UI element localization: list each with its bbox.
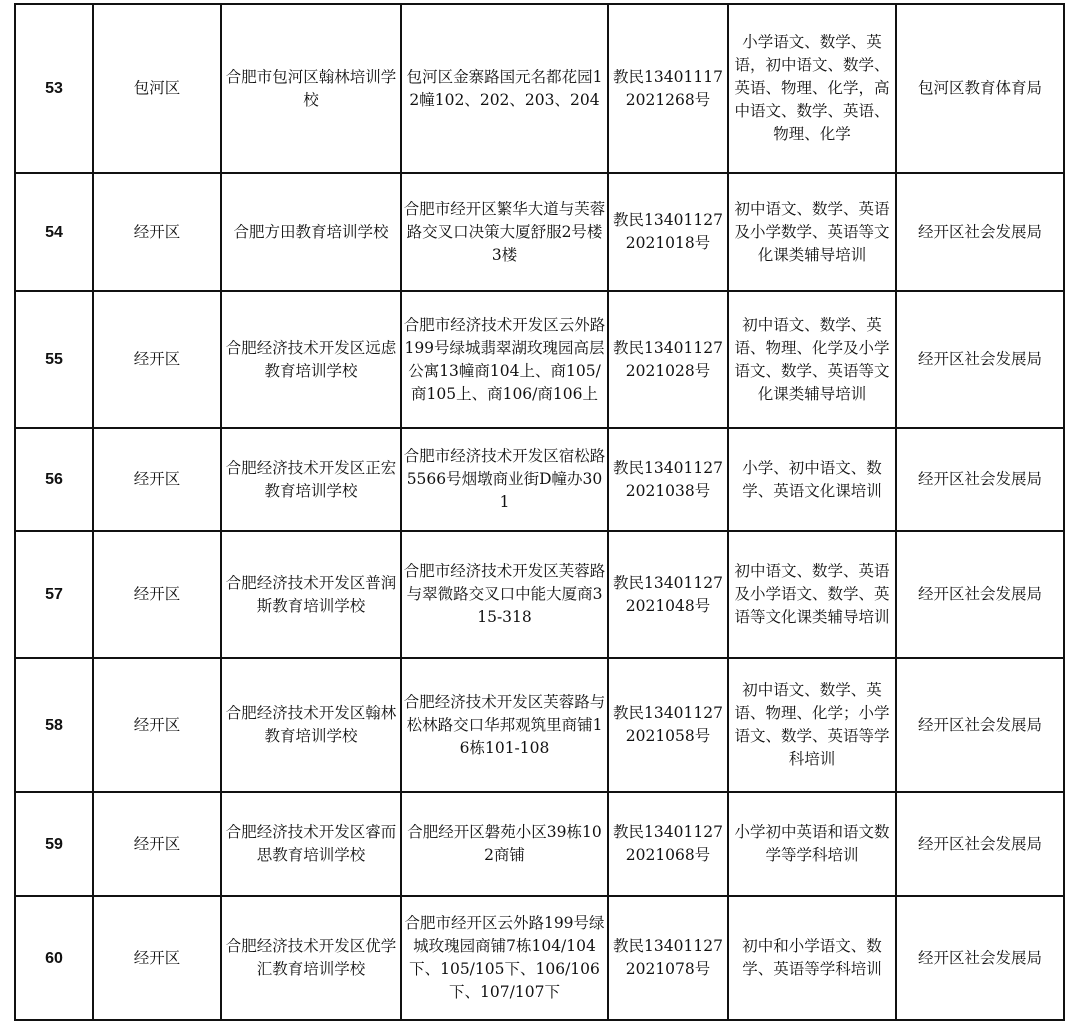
- district-cell: 经开区: [93, 291, 221, 428]
- school-name-cell: 合肥经济技术开发区睿而思教育培训学校: [221, 792, 401, 896]
- row-number: 60: [15, 896, 93, 1020]
- address-cell: 合肥市经开区云外路199号绿城玫瑰园商铺7栋104/104下、105/105下、106/106下、107/107下: [401, 896, 608, 1020]
- school-name-cell: 合肥经济技术开发区翰林教育培训学校: [221, 658, 401, 792]
- license-cell: 教民134011272021058号: [608, 658, 728, 792]
- district-cell: 经开区: [93, 428, 221, 531]
- authority-cell: 包河区教育体育局: [896, 4, 1064, 173]
- license-cell: 教民134011272021028号: [608, 291, 728, 428]
- row-number: 57: [15, 531, 93, 658]
- table-row: [15, 896, 1064, 1020]
- school-name-cell: 合肥经济技术开发区优学汇教育培训学校: [221, 896, 401, 1020]
- district-cell: 经开区: [93, 896, 221, 1020]
- row-number: 58: [15, 658, 93, 792]
- address-cell: 包河区金寨路国元名都花园12幢102、202、203、204: [401, 4, 608, 173]
- authority-cell: 经开区社会发展局: [896, 291, 1064, 428]
- district-cell: 经开区: [93, 531, 221, 658]
- authority-cell: 经开区社会发展局: [896, 792, 1064, 896]
- address-cell: 合肥经开区磐苑小区39栋102商铺: [401, 792, 608, 896]
- license-cell: 教民134011272021048号: [608, 531, 728, 658]
- row-number: 55: [15, 291, 93, 428]
- table-row: [15, 428, 1064, 531]
- license-cell: 教民134011272021068号: [608, 792, 728, 896]
- table-row: [15, 531, 1064, 658]
- address-cell: 合肥市经济技术开发区云外路199号绿城翡翠湖玫瑰园高层公寓13幢商104上、商105/商105上、商106/商106上: [401, 291, 608, 428]
- school-name-cell: 合肥市包河区翰林培训学校: [221, 4, 401, 173]
- subjects-cell: 初中和小学语文、数学、英语等学科培训: [728, 896, 896, 1020]
- address-cell: 合肥市经开区繁华大道与芙蓉路交叉口决策大厦舒服2号楼3楼: [401, 173, 608, 291]
- subjects-cell: 小学、初中语文、数学、英语文化课培训: [728, 428, 896, 531]
- school-name-cell: 合肥经济技术开发区普润斯教育培训学校: [221, 531, 401, 658]
- school-name-cell: 合肥方田教育培训学校: [221, 173, 401, 291]
- authority-cell: 经开区社会发展局: [896, 173, 1064, 291]
- row-number: 56: [15, 428, 93, 531]
- address-cell: 合肥市经济技术开发区芙蓉路与翠微路交叉口中能大厦商315-318: [401, 531, 608, 658]
- subjects-cell: 小学初中英语和语文数学等学科培训: [728, 792, 896, 896]
- address-cell: 合肥市经济技术开发区宿松路5566号烟墩商业街D幢办301: [401, 428, 608, 531]
- authority-cell: 经开区社会发展局: [896, 531, 1064, 658]
- license-cell: 教民134011272021038号: [608, 428, 728, 531]
- school-registry-table: [14, 3, 1065, 1021]
- table-body: [15, 4, 1064, 1020]
- subjects-cell: 初中语文、数学、英语、物理、化学及小学语文、数学、英语等文化课类辅导培训: [728, 291, 896, 428]
- row-number: 53: [15, 4, 93, 173]
- authority-cell: 经开区社会发展局: [896, 658, 1064, 792]
- license-cell: 教民134011272021018号: [608, 173, 728, 291]
- table-row: [15, 173, 1064, 291]
- table-row: [15, 658, 1064, 792]
- table-row: [15, 4, 1064, 173]
- license-cell: 教民134011172021268号: [608, 4, 728, 173]
- row-number: 54: [15, 173, 93, 291]
- row-number: 59: [15, 792, 93, 896]
- subjects-cell: 初中语文、数学、英语及小学语文、数学、英语等文化课类辅导培训: [728, 531, 896, 658]
- district-cell: 包河区: [93, 4, 221, 173]
- subjects-cell: 初中语文、数学、英语、物理、化学；小学语文、数学、英语等学科培训: [728, 658, 896, 792]
- school-name-cell: 合肥经济技术开发区远虑教育培训学校: [221, 291, 401, 428]
- authority-cell: 经开区社会发展局: [896, 428, 1064, 531]
- subjects-cell: 小学语文、数学、英语，初中语文、数学、英语、物理、化学，高中语文、数学、英语、物理、化学: [728, 4, 896, 173]
- license-cell: 教民134011272021078号: [608, 896, 728, 1020]
- district-cell: 经开区: [93, 792, 221, 896]
- authority-cell: 经开区社会发展局: [896, 896, 1064, 1020]
- subjects-cell: 初中语文、数学、英语及小学数学、英语等文化课类辅导培训: [728, 173, 896, 291]
- school-name-cell: 合肥经济技术开发区正宏教育培训学校: [221, 428, 401, 531]
- address-cell: 合肥经济技术开发区芙蓉路与松林路交口华邦观筑里商铺16栋101-108: [401, 658, 608, 792]
- district-cell: 经开区: [93, 658, 221, 792]
- table-row: [15, 792, 1064, 896]
- table-row: [15, 291, 1064, 428]
- district-cell: 经开区: [93, 173, 221, 291]
